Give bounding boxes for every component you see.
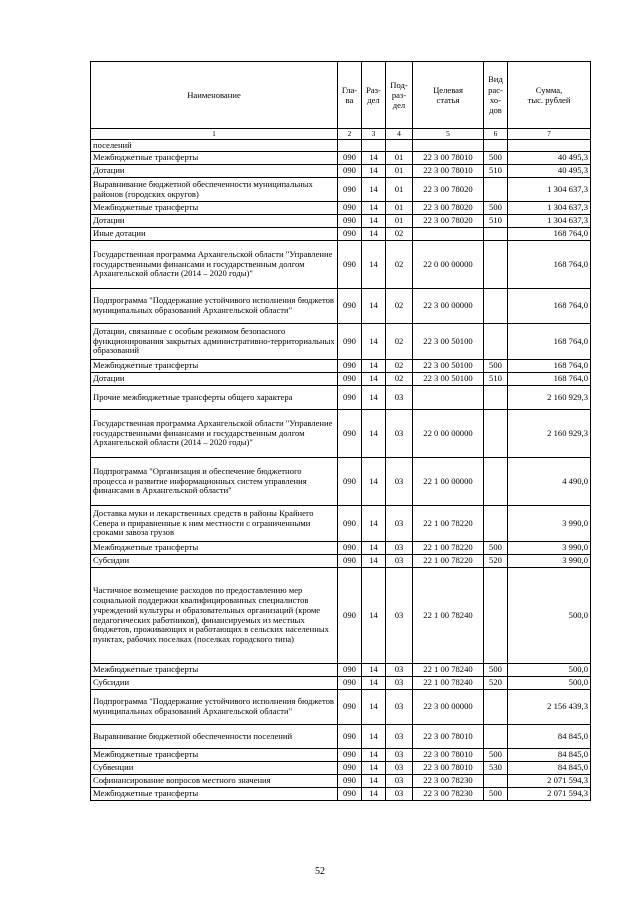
row-name-cell: Дотации [91,165,338,178]
row-vid-cell [484,228,508,241]
header-razdel [362,62,386,129]
row-name-cell: Государственная программа Архангельской области "Управление государственными финансами и государственным долгом Архангельской области (2014 – 2020 годы)" [91,410,338,458]
row-sum-cell: 1 304 637,3 [508,202,591,215]
row-vid-cell [484,241,508,289]
row-target-cell: 22 3 00 50100 [413,360,484,373]
row-sum-cell: 3 990,0 [508,555,591,568]
row-podrazdel-cell: 01 [386,152,413,165]
row-target-cell: 22 1 00 78220 [413,506,484,542]
table-row [91,202,591,215]
table-row [91,788,591,801]
row-target-cell [413,140,484,152]
row-glava-cell: 090 [338,410,362,458]
column-number: 4 [386,129,413,140]
column-number: 1 [91,129,338,140]
row-vid-cell [484,178,508,202]
header-vid [484,62,508,129]
row-razdel-cell: 14 [362,324,386,360]
row-name-cell: Межбюджетные трансферты [91,152,338,165]
row-razdel-cell [362,140,386,152]
row-name-cell: Межбюджетные трансферты [91,788,338,801]
row-sum-cell: 3 990,0 [508,506,591,542]
row-razdel-cell: 14 [362,228,386,241]
header-podrazdel [386,62,413,129]
row-razdel-cell: 14 [362,360,386,373]
row-name-cell: Доставка муки и лекарственных средств в районы Крайнего Севера и приравненные к ним местности с ограниченными сроками завоза грузов [91,506,338,542]
table-row [91,542,591,555]
row-sum-cell: 2 160 929,3 [508,410,591,458]
row-razdel-cell: 14 [362,677,386,690]
row-target-cell [413,386,484,410]
row-vid-cell: 500 [484,202,508,215]
table-row [91,664,591,677]
row-glava-cell: 090 [338,152,362,165]
row-name-cell: Выравнивание бюджетной обеспеченности муниципальных районов (городских округов) [91,178,338,202]
column-number-row [91,129,591,140]
row-razdel-cell: 14 [362,506,386,542]
row-glava-cell: 090 [338,373,362,386]
row-vid-cell [484,775,508,788]
row-glava-cell: 090 [338,725,362,749]
row-target-cell: 22 1 00 00000 [413,458,484,506]
row-razdel-cell: 14 [362,458,386,506]
row-vid-cell [484,690,508,725]
row-razdel-cell: 14 [362,542,386,555]
row-razdel-cell: 14 [362,152,386,165]
row-podrazdel-cell: 02 [386,360,413,373]
row-sum-cell: 2 160 929,3 [508,386,591,410]
row-target-cell: 22 3 00 00000 [413,289,484,324]
row-target-cell: 22 3 00 78020 [413,202,484,215]
row-vid-cell [484,725,508,749]
row-sum-cell: 84 845,0 [508,762,591,775]
row-glava-cell: 090 [338,690,362,725]
row-sum-cell: 1 304 637,3 [508,215,591,228]
table-row [91,506,591,542]
row-glava-cell: 090 [338,762,362,775]
row-name-cell: Софинансирование вопросов местного значения [91,775,338,788]
row-sum-cell: 168 764,0 [508,289,591,324]
row-podrazdel-cell: 03 [386,458,413,506]
row-podrazdel-cell: 02 [386,228,413,241]
row-vid-cell [484,324,508,360]
row-sum-cell: 84 845,0 [508,749,591,762]
row-glava-cell: 090 [338,228,362,241]
row-glava-cell: 090 [338,664,362,677]
row-vid-cell: 520 [484,677,508,690]
row-target-cell: 22 1 00 78240 [413,677,484,690]
row-razdel-cell: 14 [362,289,386,324]
row-glava-cell: 090 [338,458,362,506]
row-name-cell: Межбюджетные трансферты [91,542,338,555]
row-podrazdel-cell: 02 [386,324,413,360]
row-sum-cell: 2 156 439,3 [508,690,591,725]
row-name-cell: Прочие межбюджетные трансферты общего характера [91,386,338,410]
row-podrazdel-cell: 02 [386,373,413,386]
row-sum-cell: 500,0 [508,677,591,690]
row-podrazdel-cell: 03 [386,775,413,788]
table-row [91,289,591,324]
table-row [91,324,591,360]
header-name-text: Наименование [187,89,241,100]
row-name-cell: Дотации [91,215,338,228]
row-sum-cell: 168 764,0 [508,241,591,289]
row-name-cell: Подпрограмма "Организация и обеспечение бюджетного процесса и развитие информационных систем управления финансами в Архангельской области" [91,458,338,506]
row-sum-cell: 168 764,0 [508,373,591,386]
row-razdel-cell: 14 [362,241,386,289]
row-sum-cell: 168 764,0 [508,228,591,241]
table-row [91,165,591,178]
table-row [91,458,591,506]
row-target-cell: 22 3 00 00000 [413,690,484,725]
row-vid-cell [484,458,508,506]
row-target-cell: 22 3 00 50100 [413,324,484,360]
row-podrazdel-cell: 03 [386,506,413,542]
row-podrazdel-cell: 03 [386,555,413,568]
table-row [91,725,591,749]
row-name-cell: Межбюджетные трансферты [91,202,338,215]
row-target-cell: 22 3 00 78010 [413,762,484,775]
row-glava-cell: 090 [338,775,362,788]
page-number: 52 [315,866,325,877]
row-target-cell: 22 3 00 78020 [413,178,484,202]
row-target-cell: 22 1 00 78220 [413,555,484,568]
row-vid-cell: 500 [484,542,508,555]
row-target-cell: 22 1 00 78220 [413,542,484,555]
row-glava-cell: 090 [338,386,362,410]
row-podrazdel-cell: 03 [386,410,413,458]
table-row [91,386,591,410]
table-row [91,373,591,386]
table-row [91,140,591,152]
row-glava-cell: 090 [338,178,362,202]
row-vid-cell [484,386,508,410]
table-row [91,410,591,458]
row-glava-cell [338,140,362,152]
table-row [91,749,591,762]
row-podrazdel-cell: 03 [386,542,413,555]
row-razdel-cell: 14 [362,664,386,677]
row-sum-cell: 4 490,0 [508,458,591,506]
row-razdel-cell: 14 [362,202,386,215]
header-sum-text: Сумма, тыс. рублей [527,84,571,105]
row-target-cell: 22 1 00 78240 [413,568,484,664]
row-podrazdel-cell: 03 [386,788,413,801]
row-razdel-cell: 14 [362,386,386,410]
row-podrazdel-cell: 03 [386,725,413,749]
row-glava-cell: 090 [338,788,362,801]
row-target-cell: 22 0 00 00000 [413,410,484,458]
row-name-cell: Выравнивание бюджетной обеспеченности поселений [91,725,338,749]
header-vid-text: Вид рас- хо- дов [488,74,503,116]
row-sum-cell: 168 764,0 [508,360,591,373]
row-razdel-cell: 14 [362,215,386,228]
row-name-cell: Субвенции [91,762,338,775]
row-vid-cell [484,568,508,664]
row-name-cell: Частичное возмещение расходов по предоставлению мер социальной поддержки квалифицированных специалистов учреждений культуры и образовательных организаций (кроме педагогических работников), финансируемых из местных бюджетов, проживающих и работающих в сельских населенных пунктах, рабочих поселках (поселках городского типа) [91,568,338,664]
row-glava-cell: 090 [338,568,362,664]
row-glava-cell: 090 [338,202,362,215]
header-target [413,62,484,129]
row-glava-cell: 090 [338,542,362,555]
row-razdel-cell: 14 [362,775,386,788]
row-podrazdel-cell: 03 [386,677,413,690]
column-number: 7 [508,129,591,140]
row-target-cell: 22 3 00 78010 [413,749,484,762]
row-target-cell: 22 3 00 78230 [413,788,484,801]
row-name-cell: Государственная программа Архангельской области "Управление государственными финансами и государственным долгом Архангельской области (2014 – 2020 годы)" [91,241,338,289]
row-vid-cell [484,140,508,152]
row-name-cell: Дотации, связанные с особым режимом безопасного функционирования закрытых административно-территориальных образований [91,324,338,360]
row-podrazdel-cell: 01 [386,178,413,202]
row-glava-cell: 090 [338,749,362,762]
row-sum-cell: 84 845,0 [508,725,591,749]
row-vid-cell: 510 [484,215,508,228]
column-number: 3 [362,129,386,140]
row-sum-cell: 40 495,3 [508,165,591,178]
row-sum-cell: 40 495,3 [508,152,591,165]
row-podrazdel-cell: 01 [386,165,413,178]
row-name-cell: Субсидии [91,555,338,568]
table-row [91,677,591,690]
row-vid-cell: 500 [484,749,508,762]
row-sum-cell [508,140,591,152]
row-vid-cell: 500 [484,152,508,165]
header-razdel-text: Раз- дел [366,84,381,105]
row-vid-cell [484,410,508,458]
header-target-text: Целевая статья [433,84,463,105]
row-podrazdel-cell [386,140,413,152]
header-sum [508,62,591,129]
row-glava-cell: 090 [338,165,362,178]
table-header-row [91,62,591,129]
row-vid-cell: 500 [484,664,508,677]
row-podrazdel-cell: 01 [386,215,413,228]
row-razdel-cell: 14 [362,410,386,458]
header-name [91,62,338,129]
row-name-cell: Межбюджетные трансферты [91,360,338,373]
row-podrazdel-cell: 03 [386,386,413,410]
row-glava-cell: 090 [338,555,362,568]
row-glava-cell: 090 [338,360,362,373]
table-body [91,140,591,801]
row-target-cell: 22 3 00 78230 [413,775,484,788]
row-glava-cell: 090 [338,241,362,289]
table-row [91,152,591,165]
row-glava-cell: 090 [338,215,362,228]
table-row [91,568,591,664]
row-razdel-cell: 14 [362,690,386,725]
row-podrazdel-cell: 03 [386,690,413,725]
header-glava-text: Гла- ва [341,84,358,105]
row-name-cell: Межбюджетные трансферты [91,749,338,762]
row-razdel-cell: 14 [362,165,386,178]
row-sum-cell: 500,0 [508,664,591,677]
row-sum-cell: 3 990,0 [508,542,591,555]
row-razdel-cell: 14 [362,373,386,386]
row-target-cell: 22 3 00 78010 [413,165,484,178]
row-vid-cell: 500 [484,360,508,373]
row-target-cell: 22 3 00 78020 [413,215,484,228]
row-sum-cell: 2 071 594,3 [508,788,591,801]
row-vid-cell: 500 [484,788,508,801]
table-row [91,215,591,228]
table-row [91,762,591,775]
row-razdel-cell: 14 [362,725,386,749]
row-vid-cell: 510 [484,373,508,386]
row-name-cell: Субсидии [91,677,338,690]
row-glava-cell: 090 [338,324,362,360]
row-vid-cell: 530 [484,762,508,775]
row-name-cell: Дотации [91,373,338,386]
row-vid-cell: 520 [484,555,508,568]
row-target-cell: 22 3 00 78010 [413,152,484,165]
budget-table [90,61,591,801]
row-razdel-cell: 14 [362,788,386,801]
row-podrazdel-cell: 02 [386,241,413,289]
row-name-cell: Подпрограмма "Поддержание устойчивого исполнения бюджетов муниципальных образований Архангельской области" [91,690,338,725]
row-podrazdel-cell: 03 [386,664,413,677]
column-number: 6 [484,129,508,140]
row-sum-cell: 168 764,0 [508,324,591,360]
table-row [91,360,591,373]
row-podrazdel-cell: 03 [386,762,413,775]
row-vid-cell [484,506,508,542]
row-glava-cell: 090 [338,677,362,690]
column-number: 2 [338,129,362,140]
row-target-cell [413,228,484,241]
table-row [91,228,591,241]
row-razdel-cell: 14 [362,555,386,568]
row-razdel-cell: 14 [362,749,386,762]
row-glava-cell: 090 [338,289,362,324]
header-glava [338,62,362,129]
row-name-cell: поселений [91,140,338,152]
row-sum-cell: 2 071 594,3 [508,775,591,788]
table-row [91,241,591,289]
row-podrazdel-cell: 02 [386,289,413,324]
row-sum-cell: 1 304 637,3 [508,178,591,202]
header-podrazdel-text: Под- раз- дел [390,79,408,111]
row-vid-cell: 510 [484,165,508,178]
row-vid-cell [484,289,508,324]
row-name-cell: Подпрограмма "Поддержание устойчивого исполнения бюджетов муниципальных образований Архангельской области" [91,289,338,324]
row-sum-cell: 500,0 [508,568,591,664]
table-row [91,775,591,788]
row-glava-cell: 090 [338,506,362,542]
column-number: 5 [413,129,484,140]
row-name-cell: Иные дотации [91,228,338,241]
row-razdel-cell: 14 [362,762,386,775]
row-podrazdel-cell: 03 [386,568,413,664]
row-podrazdel-cell: 01 [386,202,413,215]
row-podrazdel-cell: 03 [386,749,413,762]
table-row [91,178,591,202]
row-razdel-cell: 14 [362,568,386,664]
row-target-cell: 22 1 00 78240 [413,664,484,677]
row-target-cell: 22 0 00 00000 [413,241,484,289]
row-name-cell: Межбюджетные трансферты [91,664,338,677]
row-target-cell: 22 3 00 78010 [413,725,484,749]
row-razdel-cell: 14 [362,178,386,202]
row-target-cell: 22 3 00 50100 [413,373,484,386]
table-row [91,555,591,568]
table-row [91,690,591,725]
